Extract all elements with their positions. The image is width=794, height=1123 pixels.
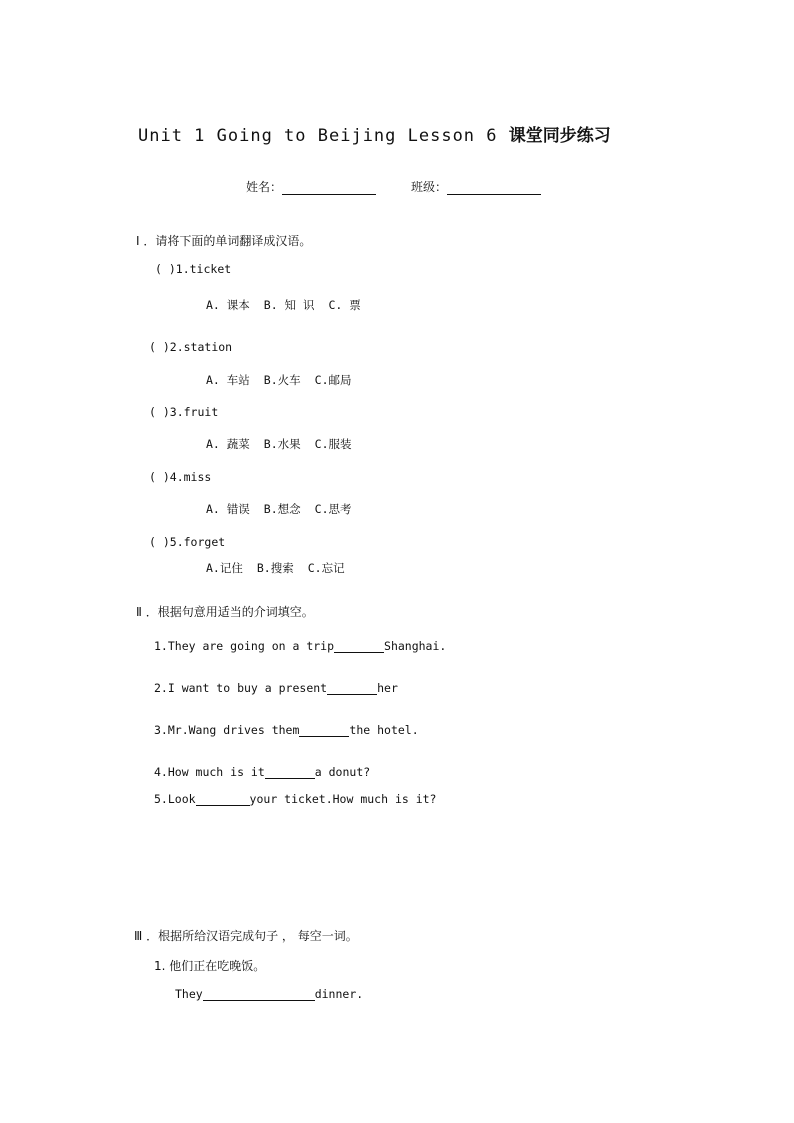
sentence-end: Shanghai. bbox=[384, 639, 447, 653]
vocab-question bbox=[149, 535, 225, 549]
sentence-end: a donut? bbox=[314, 765, 371, 779]
option-b: B.搜索 bbox=[256, 561, 294, 575]
title-chinese: 课堂同步练习 bbox=[508, 126, 611, 146]
name-field[interactable] bbox=[246, 178, 376, 195]
answer-paren[interactable]: ( ) bbox=[149, 470, 170, 484]
vocab-options bbox=[206, 560, 359, 576]
option-b: B.火车 bbox=[263, 373, 301, 387]
sentence-start: 5.Look bbox=[154, 792, 196, 806]
title-english: Unit 1 Going to Beijing Lesson 6 bbox=[138, 126, 498, 146]
option-a: A.记住 bbox=[206, 561, 243, 575]
sentence-end: her bbox=[377, 681, 398, 695]
fill-blank-sentence bbox=[154, 765, 370, 779]
fill-blank-sentence bbox=[154, 792, 436, 806]
option-b: B.想念 bbox=[263, 502, 301, 516]
section3-heading: Ⅲ ．根据所给汉语完成句子 ， 每空一词。 bbox=[134, 929, 358, 943]
answer-blank[interactable] bbox=[265, 766, 315, 779]
option-a: A. 车站 bbox=[206, 373, 250, 387]
vocab-word: 2.station bbox=[169, 340, 233, 354]
worksheet-title bbox=[138, 121, 611, 146]
vocab-question bbox=[155, 262, 231, 276]
option-c: C.邮局 bbox=[314, 373, 352, 387]
vocab-word: 3.fruit bbox=[169, 405, 219, 419]
fill-blank-sentence bbox=[154, 639, 446, 653]
option-c: C.忘记 bbox=[307, 561, 345, 575]
answer-paren[interactable]: ( ) bbox=[155, 262, 176, 276]
vocab-question bbox=[149, 470, 211, 484]
answer-blank[interactable] bbox=[299, 724, 349, 737]
vocab-question bbox=[149, 340, 232, 354]
class-field[interactable] bbox=[411, 178, 541, 195]
vocab-options bbox=[206, 436, 366, 452]
sentence-end: the hotel. bbox=[349, 723, 419, 737]
class-label: 班级： bbox=[411, 180, 448, 194]
sentence-start: They bbox=[175, 987, 203, 1001]
option-b: B. 知 识 bbox=[263, 298, 315, 312]
class-blank[interactable] bbox=[447, 180, 541, 195]
vocab-options bbox=[206, 297, 375, 313]
answer-paren[interactable]: ( ) bbox=[149, 535, 170, 549]
option-c: C. 票 bbox=[328, 298, 361, 312]
option-c: C.服装 bbox=[314, 437, 352, 451]
answer-blank[interactable] bbox=[334, 640, 384, 653]
vocab-word: 5.forget bbox=[169, 535, 226, 549]
translation-prompt: 1. 他们正在吃晚饭。 bbox=[154, 959, 266, 973]
answer-blank[interactable] bbox=[196, 793, 250, 806]
answer-paren[interactable]: ( ) bbox=[149, 405, 170, 419]
answer-blank[interactable] bbox=[203, 988, 315, 1001]
sentence-start: 3.Mr.Wang drives them bbox=[154, 723, 300, 737]
section2-heading: Ⅱ ．根据句意用适当的介词填空。 bbox=[136, 605, 314, 619]
vocab-word: 1.ticket bbox=[175, 262, 232, 276]
vocab-options bbox=[206, 372, 366, 388]
vocab-options bbox=[206, 501, 366, 517]
fill-blank-sentence bbox=[175, 987, 363, 1001]
vocab-word: 4.miss bbox=[169, 470, 212, 484]
sentence-start: 2.I want to buy a present bbox=[154, 681, 328, 695]
fill-blank-sentence bbox=[154, 681, 398, 695]
option-c: C.思考 bbox=[314, 502, 352, 516]
section1-heading: Ⅰ ．请将下面的单词翻译成汉语。 bbox=[136, 234, 312, 248]
sentence-start: 4.How much is it bbox=[154, 765, 265, 779]
option-b: B.水果 bbox=[263, 437, 301, 451]
sentence-start: 1.They are going on a trip bbox=[154, 639, 335, 653]
name-label: 姓名： bbox=[246, 180, 283, 194]
option-a: A. 错误 bbox=[206, 502, 250, 516]
name-blank[interactable] bbox=[282, 180, 376, 195]
vocab-question bbox=[149, 405, 218, 419]
sentence-end: your ticket.How much is it? bbox=[249, 792, 437, 806]
answer-paren[interactable]: ( ) bbox=[149, 340, 170, 354]
option-a: A. 课本 bbox=[206, 298, 250, 312]
sentence-end: dinner. bbox=[314, 987, 364, 1001]
fill-blank-sentence bbox=[154, 723, 419, 737]
option-a: A. 蔬菜 bbox=[206, 437, 250, 451]
answer-blank[interactable] bbox=[327, 682, 377, 695]
